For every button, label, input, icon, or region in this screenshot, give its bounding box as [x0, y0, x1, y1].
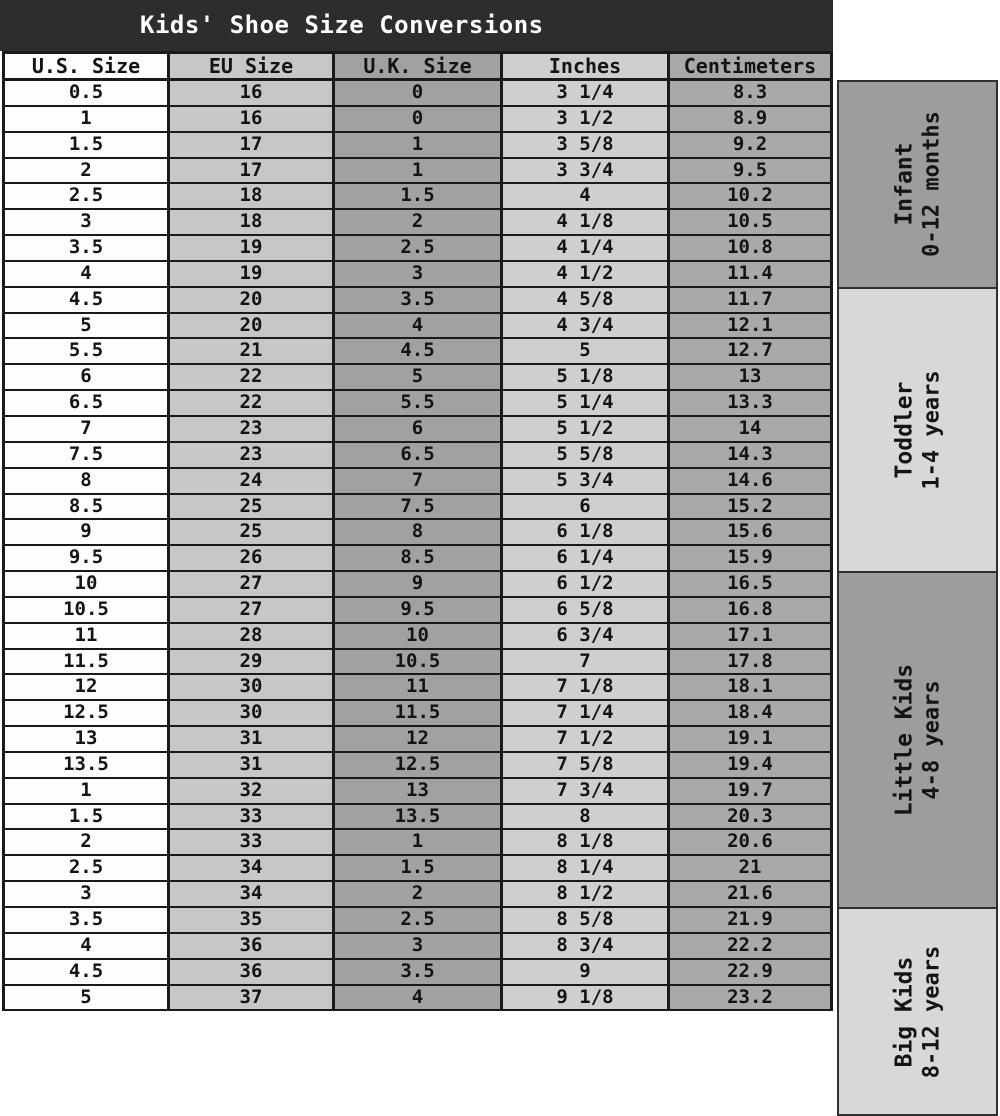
table-cell: 12: [2, 675, 170, 701]
table-cell: 8.5: [2, 495, 170, 521]
table-cell: 21: [670, 856, 833, 882]
table-row: [2, 701, 833, 727]
table-row: [2, 572, 833, 598]
table-cell: 25: [170, 495, 335, 521]
table-cell: 12.5: [335, 753, 503, 779]
table-cell: 19: [170, 236, 335, 262]
table-cell: 3.5: [335, 960, 503, 986]
table-cell: 13: [335, 779, 503, 805]
table-cell: 7 1/2: [503, 727, 670, 753]
table-cell: 4: [335, 986, 503, 1012]
age-group-toddler: [837, 287, 998, 573]
table-row: [2, 159, 833, 185]
table-row: [2, 908, 833, 934]
table-cell: 19: [170, 262, 335, 288]
table-cell: 9: [335, 572, 503, 598]
table-cell: 1: [2, 779, 170, 805]
table-row: [2, 779, 833, 805]
table-cell: 5.5: [2, 339, 170, 365]
table-cell: 4 3/4: [503, 314, 670, 340]
table-cell: 19.4: [670, 753, 833, 779]
table-cell: 18.4: [670, 701, 833, 727]
table-row: [2, 675, 833, 701]
table-cell: 8: [2, 469, 170, 495]
table-cell: 5: [503, 339, 670, 365]
table-row: [2, 288, 833, 314]
table-cell: 21: [170, 339, 335, 365]
table-cell: 5: [335, 365, 503, 391]
table-cell: 23.2: [670, 986, 833, 1012]
table-cell: 8: [335, 520, 503, 546]
table-cell: 19.1: [670, 727, 833, 753]
table-cell: 36: [170, 934, 335, 960]
table-cell: 11.5: [2, 650, 170, 676]
table-cell: 13.5: [2, 753, 170, 779]
table-cell: 9: [503, 960, 670, 986]
table-cell: 3: [2, 882, 170, 908]
table-cell: 1: [335, 159, 503, 185]
table-cell: 9.5: [335, 598, 503, 624]
table-cell: 1: [335, 133, 503, 159]
table-cell: 6: [2, 365, 170, 391]
table-row: [2, 339, 833, 365]
table-row: [2, 805, 833, 831]
table-row: [2, 960, 833, 986]
table-cell: 13: [2, 727, 170, 753]
column-header-inches: Inches: [503, 51, 670, 81]
table-cell: 15.6: [670, 520, 833, 546]
table-cell: 5.5: [335, 391, 503, 417]
table-cell: 5 5/8: [503, 443, 670, 469]
table-cell: 24: [170, 469, 335, 495]
title-bar: [0, 0, 833, 51]
table-row: [2, 107, 833, 133]
table-cell: 7 5/8: [503, 753, 670, 779]
table-cell: 1.5: [2, 133, 170, 159]
table-cell: 13.5: [335, 805, 503, 831]
table-cell: 4: [2, 262, 170, 288]
table-row: [2, 986, 833, 1012]
table-row: [2, 856, 833, 882]
age-group-infant: [837, 80, 998, 289]
table-row: [2, 81, 833, 107]
table-cell: 18: [170, 210, 335, 236]
table-cell: 22.2: [670, 934, 833, 960]
table-cell: 7.5: [335, 495, 503, 521]
table-cell: 8 1/2: [503, 882, 670, 908]
age-group-rotated-text: [890, 112, 945, 258]
table-cell: 3 5/8: [503, 133, 670, 159]
table-cell: 5 1/4: [503, 391, 670, 417]
table-cell: 2.5: [335, 236, 503, 262]
table-cell: 4: [503, 184, 670, 210]
age-group-range: 4-8 years: [919, 680, 944, 800]
table-row: [2, 650, 833, 676]
table-cell: 26: [170, 546, 335, 572]
table-cell: 7: [2, 417, 170, 443]
table-row: [2, 469, 833, 495]
table-cell: 20.6: [670, 830, 833, 856]
table-cell: 31: [170, 753, 335, 779]
table-cell: 17.8: [670, 650, 833, 676]
table-cell: 3.5: [2, 236, 170, 262]
table-cell: 2.5: [2, 856, 170, 882]
table-cell: 20: [170, 314, 335, 340]
table-cell: 6.5: [2, 391, 170, 417]
table-cell: 0.5: [2, 81, 170, 107]
table-row: [2, 882, 833, 908]
table-cell: 6 5/8: [503, 598, 670, 624]
table-cell: 3 1/4: [503, 81, 670, 107]
column-header-u-k-size: U.K. Size: [335, 51, 503, 81]
table-cell: 11.5: [335, 701, 503, 727]
table-cell: 17.1: [670, 624, 833, 650]
table-cell: 33: [170, 830, 335, 856]
table-cell: 17: [170, 159, 335, 185]
table-row: [2, 417, 833, 443]
table-cell: 25: [170, 520, 335, 546]
table-cell: 8.5: [335, 546, 503, 572]
table-cell: 3: [335, 262, 503, 288]
table-row: [2, 391, 833, 417]
table-cell: 6 1/8: [503, 520, 670, 546]
table-cell: 4 1/4: [503, 236, 670, 262]
table-cell: 14.3: [670, 443, 833, 469]
table-cell: 33: [170, 805, 335, 831]
table-row: [2, 184, 833, 210]
table-cell: 7 3/4: [503, 779, 670, 805]
table-cell: 5 3/4: [503, 469, 670, 495]
table-cell: 9.2: [670, 133, 833, 159]
table-cell: 23: [170, 417, 335, 443]
table-cell: 32: [170, 779, 335, 805]
table-cell: 9.5: [2, 546, 170, 572]
table-cell: 19.7: [670, 779, 833, 805]
table-cell: 0: [335, 81, 503, 107]
table-cell: 11.7: [670, 288, 833, 314]
column-header-eu-size: EU Size: [170, 51, 335, 81]
table-cell: 2.5: [2, 184, 170, 210]
table-cell: 22: [170, 365, 335, 391]
table-cell: 8 1/4: [503, 856, 670, 882]
table-cell: 6.5: [335, 443, 503, 469]
table-cell: 9.5: [670, 159, 833, 185]
table-header-row: [2, 51, 833, 81]
table-cell: 10.5: [2, 598, 170, 624]
table-row: [2, 520, 833, 546]
table-cell: 14.6: [670, 469, 833, 495]
table-cell: 12.5: [2, 701, 170, 727]
age-group-label: Big Kids: [891, 956, 917, 1067]
table-cell: 14: [670, 417, 833, 443]
table-cell: 12: [335, 727, 503, 753]
table-cell: 10: [335, 624, 503, 650]
table-cell: 5 1/8: [503, 365, 670, 391]
table-cell: 7 1/4: [503, 701, 670, 727]
table-row: [2, 133, 833, 159]
table-cell: 28: [170, 624, 335, 650]
table-cell: 5: [2, 314, 170, 340]
table-cell: 2: [335, 210, 503, 236]
table-cell: 12.7: [670, 339, 833, 365]
table-cell: 3.5: [2, 908, 170, 934]
age-group-rotated-text: [890, 370, 945, 489]
table-row: [2, 365, 833, 391]
table-cell: 18: [170, 184, 335, 210]
age-group-range: 0-12 months: [919, 111, 944, 258]
table-cell: 8 5/8: [503, 908, 670, 934]
age-group-label: Little Kids: [891, 663, 917, 817]
table-cell: 10.5: [335, 650, 503, 676]
age-group-little-kids: [837, 571, 998, 909]
table-cell: 15.2: [670, 495, 833, 521]
table-cell: 7 1/8: [503, 675, 670, 701]
table-cell: 10.2: [670, 184, 833, 210]
table-row: [2, 443, 833, 469]
table-cell: 27: [170, 598, 335, 624]
table-cell: 16.5: [670, 572, 833, 598]
age-group-rotated-text: [890, 945, 945, 1077]
table-cell: 34: [170, 856, 335, 882]
table-cell: 8: [503, 805, 670, 831]
table-cell: 13: [670, 365, 833, 391]
table-cell: 3: [335, 934, 503, 960]
table-cell: 35: [170, 908, 335, 934]
table-cell: 7: [335, 469, 503, 495]
table-cell: 7.5: [2, 443, 170, 469]
table-cell: 1: [2, 107, 170, 133]
table-cell: 22.9: [670, 960, 833, 986]
table-cell: 34: [170, 882, 335, 908]
table-cell: 11: [335, 675, 503, 701]
table-cell: 21.9: [670, 908, 833, 934]
table-cell: 4.5: [335, 339, 503, 365]
age-group-rotated-text: [890, 664, 945, 816]
table-cell: 4: [2, 934, 170, 960]
table-cell: 16: [170, 81, 335, 107]
table-cell: 6 1/4: [503, 546, 670, 572]
table-cell: 0: [335, 107, 503, 133]
table-cell: 9: [2, 520, 170, 546]
table-cell: 6: [335, 417, 503, 443]
table-cell: 4.5: [2, 288, 170, 314]
table-cell: 2: [335, 882, 503, 908]
table-cell: 8 3/4: [503, 934, 670, 960]
table-cell: 4 5/8: [503, 288, 670, 314]
table-row: [2, 624, 833, 650]
table-cell: 4: [335, 314, 503, 340]
table-cell: 23: [170, 443, 335, 469]
table-cell: 9 1/8: [503, 986, 670, 1012]
table-row: [2, 314, 833, 340]
table-cell: 11.4: [670, 262, 833, 288]
table-row: [2, 236, 833, 262]
table-cell: 4 1/8: [503, 210, 670, 236]
table-cell: 8.3: [670, 81, 833, 107]
table-cell: 3 3/4: [503, 159, 670, 185]
table-cell: 21.6: [670, 882, 833, 908]
table-row: [2, 210, 833, 236]
table-cell: 22: [170, 391, 335, 417]
table-cell: 30: [170, 675, 335, 701]
table-row: [2, 727, 833, 753]
table-cell: 29: [170, 650, 335, 676]
table-cell: 3: [2, 210, 170, 236]
table-cell: 11: [2, 624, 170, 650]
table-cell: 7: [503, 650, 670, 676]
table-cell: 3.5: [335, 288, 503, 314]
table-cell: 1.5: [335, 184, 503, 210]
table-cell: 13.3: [670, 391, 833, 417]
age-group-sidebar: [836, 0, 1000, 1078]
table-cell: 30: [170, 701, 335, 727]
table-cell: 2: [2, 159, 170, 185]
table-cell: 3 1/2: [503, 107, 670, 133]
table-cell: 16: [170, 107, 335, 133]
table-cell: 10.5: [670, 210, 833, 236]
table-cell: 17: [170, 133, 335, 159]
table-cell: 36: [170, 960, 335, 986]
age-group-label: Toddler: [891, 381, 917, 479]
table-cell: 4.5: [2, 960, 170, 986]
column-header-u-s-size: U.S. Size: [2, 51, 170, 81]
table-cell: 15.9: [670, 546, 833, 572]
age-group-big-kids: [837, 907, 998, 1116]
table-row: [2, 934, 833, 960]
table-cell: 12.1: [670, 314, 833, 340]
table-cell: 18.1: [670, 675, 833, 701]
table-cell: 20.3: [670, 805, 833, 831]
table-row: [2, 546, 833, 572]
age-group-label: Infant: [891, 142, 917, 226]
table-cell: 10.8: [670, 236, 833, 262]
table-cell: 2.5: [335, 908, 503, 934]
table-cell: 20: [170, 288, 335, 314]
table-body: [2, 81, 833, 1011]
table-row: [2, 495, 833, 521]
table-cell: 1: [335, 830, 503, 856]
size-conversion-table: [2, 51, 833, 1011]
table-cell: 5: [2, 986, 170, 1012]
table-cell: 4 1/2: [503, 262, 670, 288]
table-cell: 8.9: [670, 107, 833, 133]
table-cell: 31: [170, 727, 335, 753]
chart-title: Kids' Shoe Size Conversions: [140, 11, 544, 39]
age-group-range: 8-12 years: [919, 945, 944, 1078]
table-row: [2, 753, 833, 779]
table-cell: 27: [170, 572, 335, 598]
table-cell: 8 1/8: [503, 830, 670, 856]
table-cell: 10: [2, 572, 170, 598]
column-header-centimeters: Centimeters: [670, 51, 833, 81]
table-row: [2, 598, 833, 624]
table-cell: 1.5: [2, 805, 170, 831]
table-row: [2, 830, 833, 856]
table-cell: 16.8: [670, 598, 833, 624]
table-cell: 6: [503, 495, 670, 521]
table-cell: 5 1/2: [503, 417, 670, 443]
table-cell: 37: [170, 986, 335, 1012]
table-row: [2, 262, 833, 288]
table-cell: 6 3/4: [503, 624, 670, 650]
table-cell: 2: [2, 830, 170, 856]
age-group-range: 1-4 years: [919, 370, 944, 490]
table-cell: 6 1/2: [503, 572, 670, 598]
table-cell: 1.5: [335, 856, 503, 882]
